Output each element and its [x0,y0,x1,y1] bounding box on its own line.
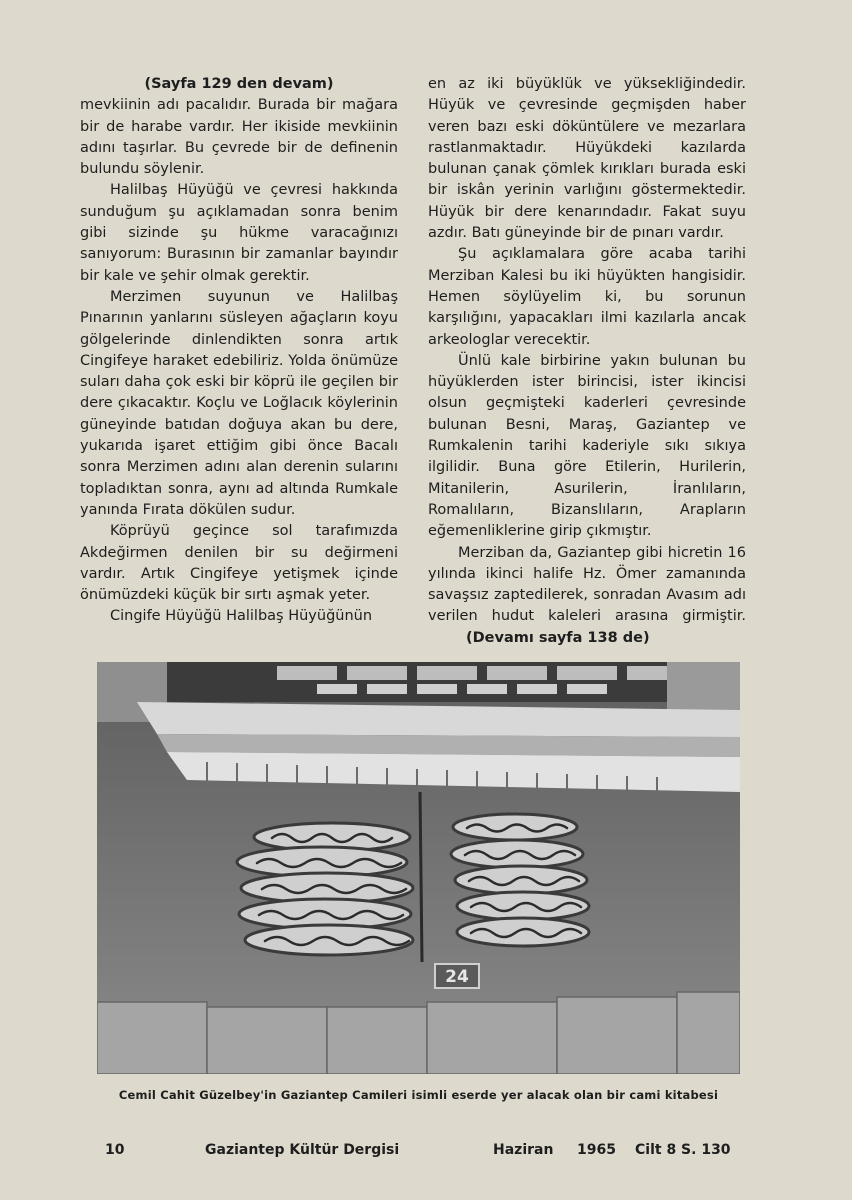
paragraph-text: Merziban da, Gaziantep gibi hicretin 16 yılında ikinci halife Hz. Ömer zamanında savaşsız zaptedilerek, sonradan Avasım adı verilen hudut kaleleri arasına girmiştir. [428,544,746,625]
paragraph: Merzimen suyunun ve Halilbaş Pınarının yanlarını süsleyen ağaçların koyu gölgelerinde dinlendikten sonra artık Cingifeye haraket edebiliriz. Yolda önümüze suları daha çok eski bir köprü ile geçilen bir dere çıkacaktır. Koçlu ve Loğlacık köylerinin güneyinde batıdan doğuya akan bu dere, yukarıda işaret ettiğim gibi önce Bacalı sonra Merzimen adını alan derenin sularını topladıktan sonra, aynı ad altında Rumkale yanında Fırata dökülen sudur. [80,288,398,518]
right-column [428,74,746,649]
left-column [80,74,398,628]
journal-title: Gaziantep Kültür Dergisi [205,1142,400,1158]
issue-year: 1965 [577,1142,616,1158]
paragraph: Köprüyü geçince sol tarafımızda Akdeğirmen denilen bir su değirmeni vardır. Artık Cingifeye yetişmek içinde önümüzdeki küçük bir sırtı aşmak yeter. [80,523,398,604]
paragraph: Ünlü kale birbirine yakın bulunan bu hüyüklerden ister birincisi, ister ikincisi olsun geçmişteki kaderleri çevresinde bulunan Besni, Maraş, Gaziantep ve Rumkalenin tarihi kaderiyle sıkı sıkıya ilgilidir. Buna göre Etilerin, Hurilerin, Mitanilerin, Asurilerin, İranlıların, Romalıların, Bizanslıların, Arapların eğemenliklerine girip çıkmıştır. [428,352,746,540]
paragraph: Halilbaş Hüyüğü ve çevresi hakkında sunduğum şu açıklamadan sonra benim gibi sizinde şu hükme varacağınızı sanıyorum: Burasının bir zamanlar bayındır bir kale ve şehir olmak gerektir. [80,182,398,284]
page-footer [105,1142,755,1164]
inscription-photo [97,662,740,1074]
paragraph: Şu açıklamalara göre acaba tarihi Merziban Kalesi bu iki hüyükten hangisidir. Hemen söylüyelim ki, bu sorunun karşılığını, yapacakları ilmi kazılarla ancak arkeologlar verecektir. [428,246,746,348]
paragraph: mevkiinin adı pacalıdır. Burada bir mağara bir de harabe vardır. Her ikiside mevkiinin adını taşırlar. Bu çevrede bir de definenin bulundu söylenir. [80,97,398,178]
paragraph: Cingife Hüyüğü Halilbaş Hüyüğünün [110,608,373,625]
continued-to-note: (Devamı sayfa 138 de) [466,629,650,646]
paragraph [428,543,746,649]
issue-month: Haziran [493,1142,554,1158]
plate-number: 24 [445,967,469,987]
page-number: 10 [105,1142,125,1158]
paragraph: en az iki büyüklük ve yüksekliğindedir. Hüyük ve çevresinde geçmişden haber veren bazı eski döküntülere ve mezarlara rastlanmaktadır. Hüyükdeki kazılarda bulunan çanak çömlek kırıkları burada eski bir iskân yerinin varlığını göstermektedir. Hüyük bir dere kenarındadır. Fakat suyu azdır. Batı güneyinde bir de pınarı vardır. [428,76,746,242]
volume-issue: Cilt 8 S. 130 [635,1142,731,1158]
photo-caption: Cemil Cahit Güzelbey'in Gaziantep Camileri isimli eserde yer alacak olan bir cami kitabesi [118,1088,719,1102]
inscription-photo-graphic [97,662,740,1074]
continued-from-note: (Sayfa 129 den devam) [144,76,334,92]
